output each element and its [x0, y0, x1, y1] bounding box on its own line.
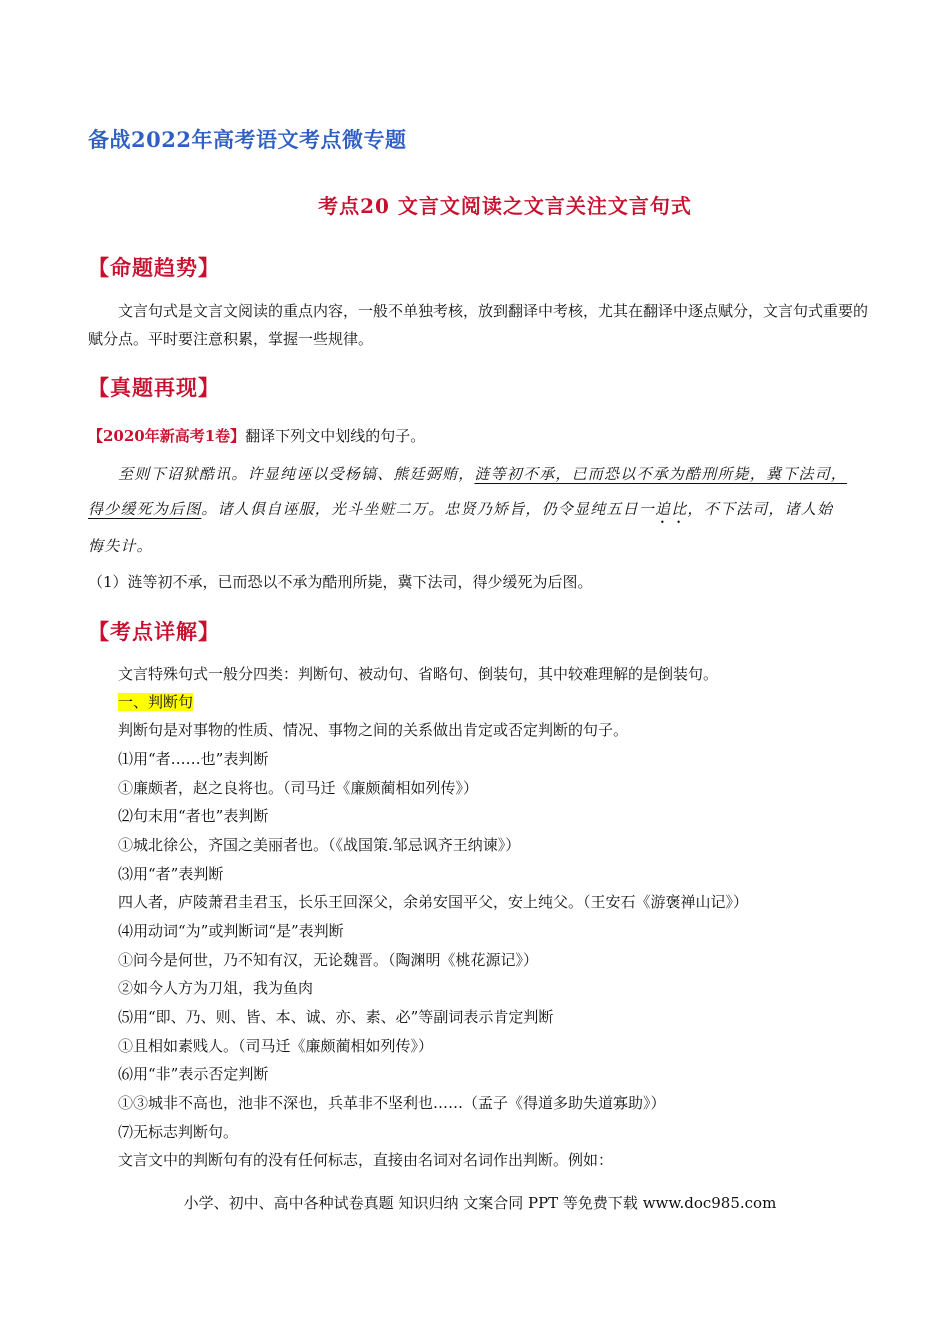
- detail-line: ②如今人方为刀俎，我为鱼肉: [118, 979, 314, 997]
- series-title: 备战2022年高考语文考点微专题: [88, 127, 407, 152]
- detail-line: ⑹用“非”表示否定判断: [118, 1065, 269, 1083]
- detail-line: ⑴用“者……也”表判断: [118, 750, 269, 768]
- passage-line-3: 悔失计。: [88, 537, 153, 555]
- detail-line: ①城北徐公，齐国之美丽者也。（《战国策.邹忌讽齐王纳谏》）: [118, 836, 521, 854]
- passage-text: ，不下法司，诸人始: [687, 500, 834, 518]
- detail-line: ①③城非不高也，池非不深也，兵革非不坚利也……（孟子《得道多助失道寡助》）: [118, 1094, 666, 1112]
- detail-intro: 文言特殊句式一般分四类：判断句、被动句、省略句、倒装句，其中较难理解的是倒装句。: [118, 665, 719, 683]
- exam-instruction-line: [88, 426, 425, 446]
- exam-instruction: 翻译下列文中划线的句子。: [245, 427, 426, 445]
- page-title: 考点20 文言文阅读之文言关注文言句式: [318, 194, 692, 218]
- passage-line-2: [88, 499, 833, 527]
- passage-line-1: [118, 464, 847, 484]
- detail-line: ①问今是何世，乃不知有汉，无论魏晋。（陶渊明《桃花源记》）: [118, 951, 539, 969]
- trend-paragraph: 文言句式是文言文阅读的重点内容，一般不单独考核，放到翻译中考核，尤其在翻译中逐点赋分，文言句式重要的赋分点。平时要注意积累，掌握一些规律。: [88, 302, 869, 348]
- detail-line: ①且相如素贱人。（司马迁《廉颇蔺相如列传》）: [118, 1037, 434, 1055]
- question-1: （1）涟等初不承，已而恐以不承为酷刑所毙，冀下法司，得少缓死为后图。: [88, 573, 593, 591]
- underlined-sentence: 得少缓死为后图: [88, 500, 202, 518]
- exam-source-tag: 【2020年新高考1卷】: [88, 427, 246, 445]
- detail-line: 文言文中的判断句有的没有任何标志，直接由名词对名词作出判断。例如：: [118, 1151, 614, 1169]
- passage-text: 至则下诏狱酷讯。许显纯诬以受杨镐、熊廷弼贿，: [118, 465, 475, 483]
- section-heading-real: 【真题再现】: [88, 375, 220, 400]
- footer-note: 小学、初中、高中各种试卷真题 知识归纳 文案合同 PPT 等免费下载 www.doc985.com: [183, 1194, 777, 1212]
- passage-text: 。诸人俱自诬服，光斗坐赃二万。忠贤乃矫旨，仍令显纯五日一: [201, 500, 656, 518]
- detail-line: 判断句是对事物的性质、情况、事物之间的关系做出肯定或否定判断的句子。: [118, 721, 629, 739]
- section-heading-trend: 【命题趋势】: [88, 255, 220, 280]
- detail-line: ⑷用动词“为”或判断词“是”表判断: [118, 922, 344, 940]
- subsection-heading: [118, 692, 193, 712]
- detail-line: 四人者，庐陵萧君圭君玉，长乐王回深父，余弟安国平父，安上纯父。（王安石《游褒禅山记》）: [118, 893, 749, 911]
- detail-line: ⑺无标志判断句。: [118, 1123, 239, 1141]
- underlined-sentence: 涟等初不承，已而恐以不承为酷刑所毙，冀下法司，: [474, 465, 848, 483]
- detail-line: ①廉颇者，赵之良将也。（司马迁《廉颇蔺相如列传》）: [118, 779, 479, 797]
- detail-line: ⑸用“即、乃、则、皆、本、诚、亦、素、必”等副词表示肯定判断: [118, 1008, 554, 1026]
- section-heading-detail: 【考点详解】: [88, 619, 220, 644]
- highlighted-subheading: 一、判断句: [118, 693, 194, 711]
- detail-line: ⑶用“者”表判断: [118, 865, 224, 883]
- detail-line: ⑵句末用“者也”表判断: [118, 807, 269, 825]
- emphasis-dotted-word: 追比: [655, 500, 688, 518]
